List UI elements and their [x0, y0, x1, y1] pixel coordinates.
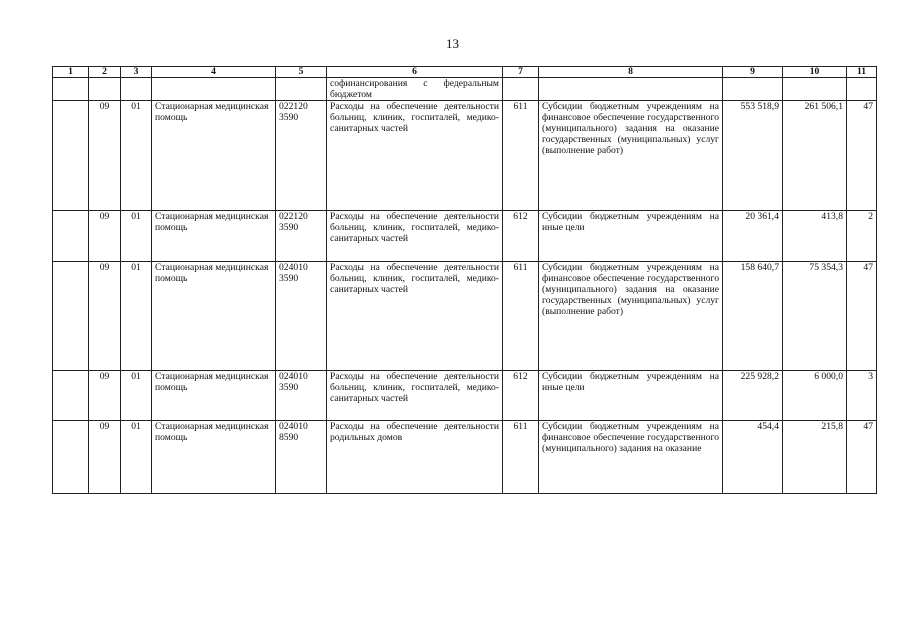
header-row [53, 67, 877, 78]
execution-percent: 47 [847, 101, 877, 211]
expense-description: Расходы на обеспечение деятельности больниц, клиник, госпиталей, медико-санитарных частей [327, 371, 503, 421]
expense-type-name: Субсидии бюджетным учреждениям на финансовое обеспечение государственного (муниципального) задания на оказание [539, 421, 723, 494]
section-code: 09 [89, 371, 121, 421]
budget-table [52, 66, 877, 494]
expense-description: Расходы на обеспечение деятельности больниц, клиник, госпиталей, медико-санитарных частей [327, 101, 503, 211]
expense-type-name: Субсидии бюджетным учреждениям на иные цели [539, 211, 723, 262]
column-header: 7 [503, 67, 539, 78]
amount-planned: 225 928,2 [723, 371, 783, 421]
column-header: 6 [327, 67, 503, 78]
target-article-code: 022120 3590 [276, 101, 327, 211]
target-article-code: 024010 8590 [276, 421, 327, 494]
expense-description: софинансирования с федеральным бюджетом [327, 78, 503, 101]
amount-executed: 413,8 [783, 211, 847, 262]
subsection-code: 01 [121, 371, 152, 421]
amount-executed: 261 506,1 [783, 101, 847, 211]
subsection-code: 01 [121, 421, 152, 494]
table-row [53, 211, 877, 262]
amount-planned: 20 361,4 [723, 211, 783, 262]
amount-executed: 6 000,0 [783, 371, 847, 421]
column-header: 2 [89, 67, 121, 78]
amount-planned: 454,4 [723, 421, 783, 494]
amount-executed: 215,8 [783, 421, 847, 494]
subsection-name: Стационарная медицинская помощь [152, 101, 276, 211]
table-row [53, 421, 877, 494]
table-row [53, 262, 877, 371]
expense-type-code: 611 [503, 421, 539, 494]
subsection-name: Стационарная медицинская помощь [152, 421, 276, 494]
expense-type-name: Субсидии бюджетным учреждениям на иные цели [539, 371, 723, 421]
subsection-code: 01 [121, 211, 152, 262]
column-header: 9 [723, 67, 783, 78]
expense-description: Расходы на обеспечение деятельности больниц, клиник, госпиталей, медико-санитарных частей [327, 211, 503, 262]
subsection-name: Стационарная медицинская помощь [152, 262, 276, 371]
column-header: 4 [152, 67, 276, 78]
column-header: 5 [276, 67, 327, 78]
column-header: 1 [53, 67, 89, 78]
expense-type-code: 612 [503, 371, 539, 421]
expense-description: Расходы на обеспечение деятельности больниц, клиник, госпиталей, медико-санитарных частей [327, 262, 503, 371]
continuation-row [53, 78, 877, 101]
subsection-name: Стационарная медицинская помощь [152, 371, 276, 421]
expense-type-code: 611 [503, 262, 539, 371]
table-row [53, 101, 877, 211]
subsection-code: 01 [121, 101, 152, 211]
section-code: 09 [89, 262, 121, 371]
page-number: 13 [446, 36, 459, 51]
amount-planned: 553 518,9 [723, 101, 783, 211]
amount-executed: 75 354,3 [783, 262, 847, 371]
section-code: 09 [89, 101, 121, 211]
table-row [53, 371, 877, 421]
amount-planned: 158 640,7 [723, 262, 783, 371]
expense-description: Расходы на обеспечение деятельности родильных домов [327, 421, 503, 494]
execution-percent: 3 [847, 371, 877, 421]
expense-type-name: Субсидии бюджетным учреждениям на финансовое обеспечение государственного (муниципального) задания на оказание государственных (муниципальных) услуг (выполнение работ) [539, 101, 723, 211]
section-code: 09 [89, 421, 121, 494]
target-article-code: 022120 3590 [276, 211, 327, 262]
column-header: 11 [847, 67, 877, 78]
subsection-name: Стационарная медицинская помощь [152, 211, 276, 262]
subsection-code: 01 [121, 262, 152, 371]
target-article-code: 024010 3590 [276, 371, 327, 421]
expense-type-code: 611 [503, 101, 539, 211]
expense-type-code: 612 [503, 211, 539, 262]
expense-type-name: Субсидии бюджетным учреждениям на финансовое обеспечение государственного (муниципального) задания на оказание государственных (муниципальных) услуг (выполнение работ) [539, 262, 723, 371]
column-header: 8 [539, 67, 723, 78]
execution-percent: 47 [847, 421, 877, 494]
execution-percent: 47 [847, 262, 877, 371]
execution-percent: 2 [847, 211, 877, 262]
section-code: 09 [89, 211, 121, 262]
column-header: 3 [121, 67, 152, 78]
target-article-code: 024010 3590 [276, 262, 327, 371]
column-header: 10 [783, 67, 847, 78]
